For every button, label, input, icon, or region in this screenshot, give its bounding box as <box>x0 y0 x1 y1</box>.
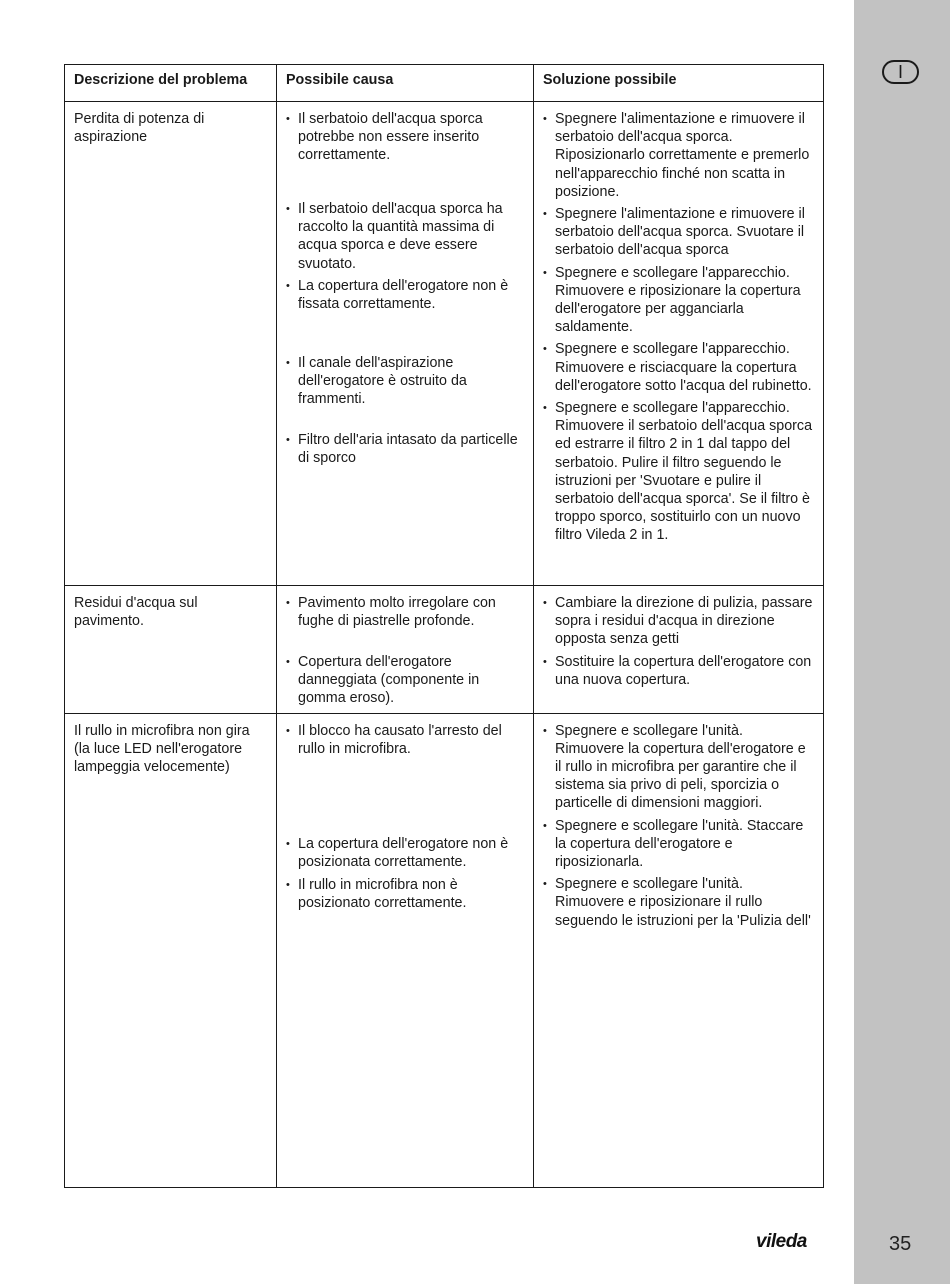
header-cause: Possibile causa <box>277 65 534 102</box>
cause-item: • Il serbatoio dell'acqua sporca potrebbe non essere inserito correttamente. <box>286 110 525 200</box>
cause-cell <box>277 586 534 714</box>
side-band <box>854 0 950 1284</box>
header-solution: Soluzione possibile <box>534 65 824 102</box>
problem-cell: Il rullo in microfibra non gira (la luce LED nell'erogatore lampeggia velocemente) <box>65 713 277 1187</box>
solution-item: • Spegnere l'alimentazione e rimuovere il serbatoio dell'acqua sporca. Svuotare il serbatoio dell'acqua sporca <box>543 205 815 260</box>
solution-item: • Spegnere l'alimentazione e rimuovere il serbatoio dell'acqua sporca. Riposizionarlo correttamente e premerlo nell'apparecchio finché non scatta in posizione. <box>543 110 815 201</box>
solution-item: • Spegnere e scollegare l'unità. Rimuovere e riposizionare il rullo seguendo le istruzioni per la 'Pulizia dell' <box>543 875 815 930</box>
table-row <box>65 586 824 714</box>
solution-item: • Spegnere e scollegare l'unità. Staccare la copertura dell'erogatore e riposizionarla. <box>543 817 815 872</box>
solution-item: • Sostituire la copertura dell'erogatore con una nuova copertura. <box>543 653 815 689</box>
cause-item: • La copertura dell'erogatore non è posizionata correttamente. <box>286 835 525 876</box>
solution-item: • Cambiare la direzione di pulizia, passare sopra i residui d'acqua in direzione opposta senza getti <box>543 594 815 653</box>
cause-item: • Pavimento molto irregolare con fughe di piastrelle profonde. <box>286 594 525 653</box>
solution-item: • Spegnere e scollegare l'unità. Rimuovere la copertura dell'erogatore e il rullo in microfibra per garantire che il sistema sia privo di peli, sporcizia o particelle di dimensioni maggiori. <box>543 722 815 813</box>
problem-cell: Perdita di potenza di aspirazione <box>65 102 277 586</box>
cause-cell <box>277 713 534 1187</box>
cause-item: • Il blocco ha causato l'arresto del rullo in microfibra. <box>286 722 525 835</box>
cause-item: • La copertura dell'erogatore non è fissata correttamente. <box>286 277 525 354</box>
cause-item: • Il canale dell'aspirazione dell'erogatore è ostruito da frammenti. <box>286 354 525 431</box>
solution-item: • Spegnere e scollegare l'apparecchio. Rimuovere e riposizionare la copertura dell'erogatore per agganciarla saldamente. <box>543 264 815 337</box>
header-problem: Descrizione del problema <box>65 65 277 102</box>
table-row <box>65 102 824 586</box>
language-badge: I <box>882 60 919 84</box>
table-header-row <box>65 65 824 102</box>
troubleshooting-table <box>64 64 824 1188</box>
solution-cell <box>534 586 824 714</box>
cause-item: • Filtro dell'aria intasato da particelle di sporco <box>286 431 525 467</box>
solution-cell <box>534 102 824 586</box>
cause-item: • Il rullo in microfibra non è posizionato correttamente. <box>286 876 525 912</box>
solution-item: • Spegnere e scollegare l'apparecchio. Rimuovere il serbatoio dell'acqua sporca ed estrarre il filtro 2 in 1 dal tappo del serbatoio. Pulire il filtro seguendo le istruzioni per 'Svuotare e pulire il serbatoio dell'acqua sporca'. Se il filtro è troppo sporco, sostituirlo con un nuovo filtro Vileda 2 in 1. <box>543 399 815 545</box>
cause-cell <box>277 102 534 586</box>
vileda-logo: vileda <box>756 1231 807 1252</box>
table-row <box>65 713 824 1187</box>
solution-cell <box>534 713 824 1187</box>
page-number: 35 <box>889 1233 912 1255</box>
cause-item: • Copertura dell'erogatore danneggiata (componente in gomma eroso). <box>286 653 525 708</box>
problem-cell: Residui d'acqua sul pavimento. <box>65 586 277 714</box>
cause-item: • Il serbatoio dell'acqua sporca ha raccolto la quantità massima di acqua sporca e deve essere svuotato. <box>286 200 525 277</box>
solution-item: • Spegnere e scollegare l'apparecchio. Rimuovere e risciacquare la copertura dell'erogatore sotto l'acqua del rubinetto. <box>543 340 815 395</box>
